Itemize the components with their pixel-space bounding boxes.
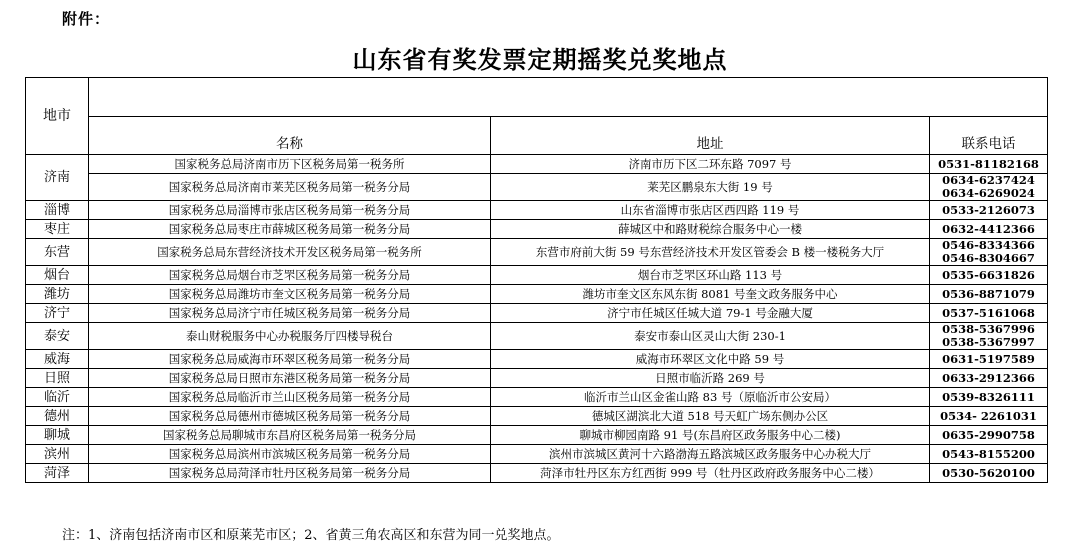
phone-cell (930, 369, 1048, 388)
table-row (26, 304, 1048, 323)
office-name-cell: 国家税务总局济南市历下区税务局第一税务所 (89, 155, 491, 174)
phone-number: 0531-81182168 (938, 156, 1039, 171)
address-cell: 济南市历下区二环东路 7097 号 (491, 155, 930, 174)
phone-cell (930, 464, 1048, 483)
office-name-cell: 国家税务总局济宁市任城区税务局第一税务分局 (89, 304, 491, 323)
lottery-locations-table (25, 77, 1048, 483)
phone-cell (930, 388, 1048, 407)
table-row (26, 464, 1048, 483)
office-name-cell: 国家税务总局枣庄市薛城区税务局第一税务分局 (89, 220, 491, 239)
city-cell: 济宁 (26, 304, 89, 323)
phone-cell (930, 220, 1048, 239)
office-name-cell: 泰山财税服务中心办税服务厅四楼导税台 (89, 323, 491, 350)
address-cell: 山东省淄博市张店区西四路 119 号 (491, 201, 930, 220)
table-row (26, 239, 1048, 266)
office-name-cell: 国家税务总局烟台市芝罘区税务局第一税务分局 (89, 266, 491, 285)
address-cell: 德城区湖滨北大道 518 号天虹广场东侧办公区 (491, 407, 930, 426)
phone-number: 0634-6237424 (942, 173, 1035, 187)
city-cell: 德州 (26, 407, 89, 426)
phone-number: 0546-8334366 (942, 238, 1035, 252)
address-cell: 威海市环翠区文化中路 59 号 (491, 350, 930, 369)
phone-number: 0539-8326111 (942, 389, 1035, 404)
address-cell: 烟台市芝罘区环山路 113 号 (491, 266, 930, 285)
header-address: 地址 (491, 117, 930, 155)
phone-cell (930, 266, 1048, 285)
address-cell: 泰安市泰山区灵山大街 230-1 (491, 323, 930, 350)
table-row (26, 201, 1048, 220)
city-cell: 菏泽 (26, 464, 89, 483)
phone-number: 0635-2990758 (942, 427, 1035, 442)
table-row (26, 220, 1048, 239)
phone-cell (930, 304, 1048, 323)
office-name-cell: 国家税务总局聊城市东昌府区税务局第一税务分局 (89, 426, 491, 445)
table-row (26, 155, 1048, 174)
city-cell: 威海 (26, 350, 89, 369)
phone-cell (930, 350, 1048, 369)
office-name-cell: 国家税务总局滨州市滨城区税务局第一税务分局 (89, 445, 491, 464)
city-cell: 枣庄 (26, 220, 89, 239)
address-cell: 济宁市任城区任城大道 79-1 号金融大厦 (491, 304, 930, 323)
table-row (26, 426, 1048, 445)
city-cell: 日照 (26, 369, 89, 388)
phone-number: 0535-6631826 (942, 267, 1035, 282)
city-cell: 潍坊 (26, 285, 89, 304)
address-cell: 东营市府前大街 59 号东营经济技术开发区管委会 B 楼一楼税务大厅 (491, 239, 930, 266)
phone-number: 0533-2126073 (942, 202, 1035, 217)
phone-number: 0534- 2261031 (940, 408, 1037, 423)
phone-number: 0634-6269024 (942, 186, 1035, 200)
phone-number: 0530-5620100 (942, 465, 1035, 480)
city-cell: 临沂 (26, 388, 89, 407)
page-title: 山东省有奖发票定期摇奖兑奖地点 (352, 45, 728, 74)
table-row (26, 407, 1048, 426)
phone-number: 0543-8155200 (942, 446, 1035, 461)
address-cell: 临沂市兰山区金雀山路 83 号（原临沂市公安局） (491, 388, 930, 407)
city-cell: 泰安 (26, 323, 89, 350)
address-cell: 潍坊市奎文区东风东街 8081 号奎文政务服务中心 (491, 285, 930, 304)
header-blank-band (89, 78, 1048, 117)
office-name-cell: 国家税务总局东营经济技术开发区税务局第一税务所 (89, 239, 491, 266)
city-cell: 东营 (26, 239, 89, 266)
address-cell: 菏泽市牡丹区东方红西街 999 号（牡丹区政府政务服务中心二楼） (491, 464, 930, 483)
address-cell: 薛城区中和路财税综合服务中心一楼 (491, 220, 930, 239)
office-name-cell: 国家税务总局威海市环翠区税务局第一税务分局 (89, 350, 491, 369)
address-cell: 莱芜区鹏泉东大街 19 号 (491, 174, 930, 201)
phone-cell (930, 155, 1048, 174)
phone-number: 0538-5367997 (942, 335, 1035, 349)
phone-number: 0632-4412366 (942, 221, 1035, 236)
city-cell: 淄博 (26, 201, 89, 220)
office-name-cell: 国家税务总局临沂市兰山区税务局第一税务分局 (89, 388, 491, 407)
header-phone: 联系电话 (930, 117, 1048, 155)
address-cell: 聊城市柳园南路 91 号(东昌府区政务服务中心二楼) (491, 426, 930, 445)
phone-cell (930, 174, 1048, 201)
office-name-cell: 国家税务总局日照市东港区税务局第一税务分局 (89, 369, 491, 388)
footnote: 注：1、济南包括济南市区和原莱芜市区；2、省黄三角农高区和东营为同一兑奖地点。 (62, 528, 560, 543)
table-row (26, 266, 1048, 285)
phone-number: 0538-5367996 (942, 322, 1035, 336)
phone-cell (930, 201, 1048, 220)
phone-cell (930, 323, 1048, 350)
city-cell: 聊城 (26, 426, 89, 445)
office-name-cell: 国家税务总局潍坊市奎文区税务局第一税务分局 (89, 285, 491, 304)
address-cell: 滨州市滨城区黄河十六路渤海五路滨城区政务服务中心办税大厅 (491, 445, 930, 464)
phone-number: 0537-5161068 (942, 305, 1035, 320)
phone-cell (930, 407, 1048, 426)
office-name-cell: 国家税务总局济南市莱芜区税务局第一税务分局 (89, 174, 491, 201)
phone-number: 0633-2912366 (942, 370, 1035, 385)
city-cell: 滨州 (26, 445, 89, 464)
phone-cell (930, 426, 1048, 445)
table-row (26, 323, 1048, 350)
phone-cell (930, 239, 1048, 266)
table-row (26, 174, 1048, 201)
office-name-cell: 国家税务总局菏泽市牡丹区税务局第一税务分局 (89, 464, 491, 483)
table-row (26, 388, 1048, 407)
phone-cell (930, 285, 1048, 304)
city-cell: 济南 (26, 155, 89, 201)
header-city: 地市 (26, 78, 89, 155)
header-name: 名称 (89, 117, 491, 155)
address-cell: 日照市临沂路 269 号 (491, 369, 930, 388)
phone-cell (930, 445, 1048, 464)
table-row (26, 285, 1048, 304)
office-name-cell: 国家税务总局淄博市张店区税务局第一税务分局 (89, 201, 491, 220)
office-name-cell: 国家税务总局德州市德城区税务局第一税务分局 (89, 407, 491, 426)
table-row (26, 445, 1048, 464)
table-row (26, 369, 1048, 388)
attachment-label: 附件： (62, 10, 111, 28)
table-row (26, 350, 1048, 369)
phone-number: 0546-8304667 (942, 251, 1035, 265)
phone-number: 0536-8871079 (942, 286, 1035, 301)
phone-number: 0631-5197589 (942, 351, 1035, 366)
city-cell: 烟台 (26, 266, 89, 285)
